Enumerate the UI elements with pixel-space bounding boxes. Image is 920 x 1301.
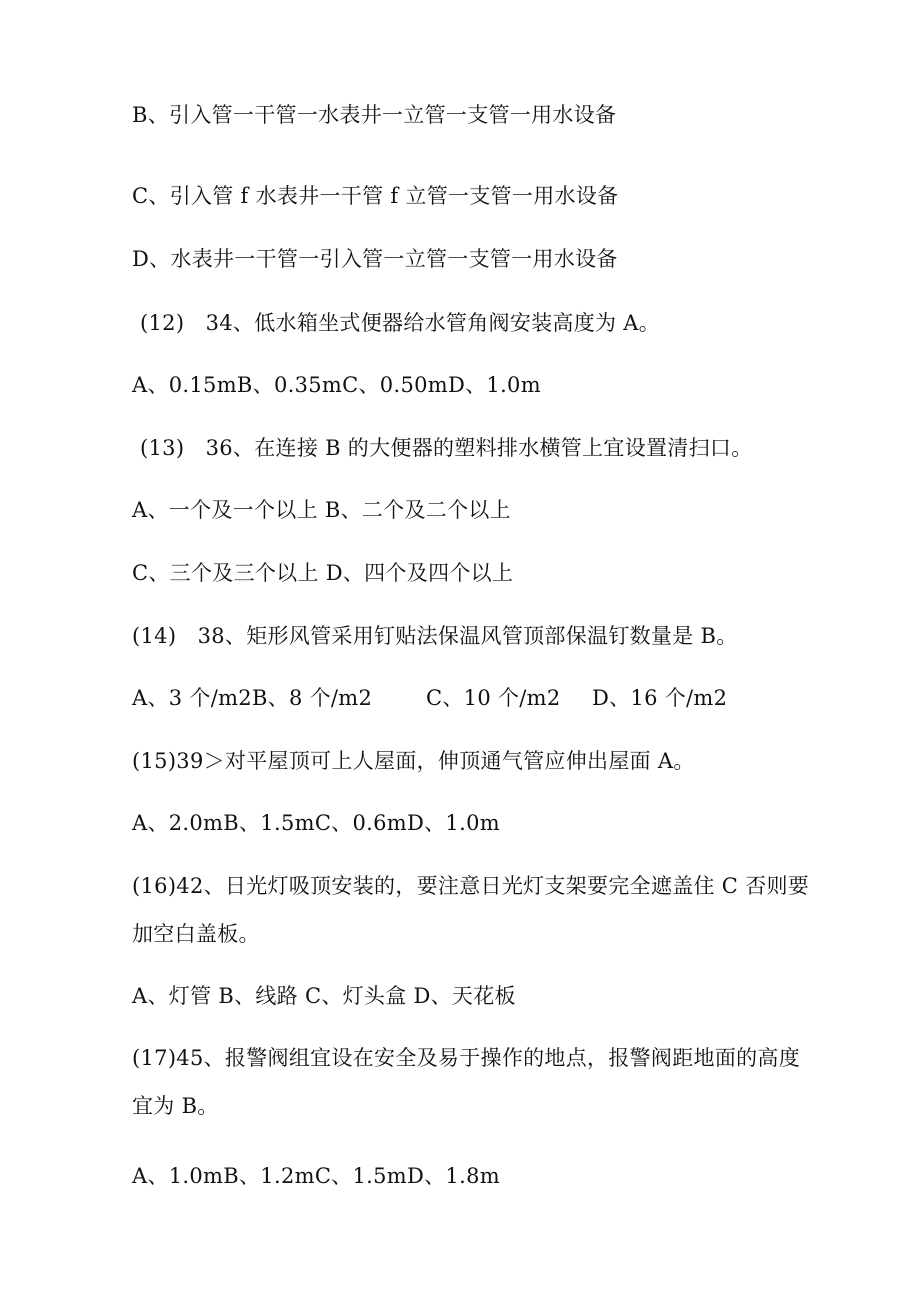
option-c-line: C、引入管 f 水表井一干管 f 立管一支管一用水设备 — [132, 184, 619, 208]
question-12-options: A、0.15mB、0.35mC、0.50mD、1.0m — [132, 373, 541, 397]
question-15-options: A、2.0mB、1.5mC、0.6mD、1.0m — [132, 811, 500, 835]
question-17-continued: 宜为 B。 — [132, 1094, 219, 1118]
option-d-line: D、水表井一干管一引入管一立管一支管一用水设备 — [132, 247, 618, 271]
question-16: (16)42、日光灯吸顶安装的，要注意日光灯支架要完全遮盖住 C 否则要 — [132, 874, 810, 898]
question-14: (14) 38、矩形风管采用钉贴法保温风管顶部保温钉数量是 B。 — [132, 624, 738, 648]
question-16-continued: 加空白盖板。 — [132, 922, 260, 946]
question-17-options: A、1.0mB、1.2mC、1.5mD、1.8m — [132, 1164, 500, 1188]
question-16-options: A、灯管 B、线路 C、灯头盒 D、天花板 — [132, 984, 516, 1008]
question-15: (15)39＞对平屋顶可上人屋面，伸顶通气管应伸出屋面 A。 — [132, 749, 695, 773]
question-13-options-cd: C、三个及三个以上 D、四个及四个以上 — [132, 561, 514, 585]
question-14-option-d: D、16 个/m2 — [592, 686, 728, 710]
option-b-line: B、引入管一干管一水表井一立管一支管一用水设备 — [132, 103, 617, 127]
question-14-options-ab: A、3 个/m2B、8 个/m2 — [132, 686, 373, 710]
question-13: (13) 36、在连接 B 的大便器的塑料排水横管上宜设置清扫口。 — [140, 436, 753, 460]
question-17: (17)45、报警阀组宜设在安全及易于操作的地点，报警阀距地面的高度 — [132, 1046, 801, 1070]
question-13-options-ab: A、一个及一个以上 B、二个及二个以上 — [132, 498, 511, 522]
question-14-option-c: C、10 个/m2 — [426, 686, 561, 710]
question-12: (12) 34、低水箱坐式便器给水管角阀安装高度为 A。 — [140, 311, 661, 335]
